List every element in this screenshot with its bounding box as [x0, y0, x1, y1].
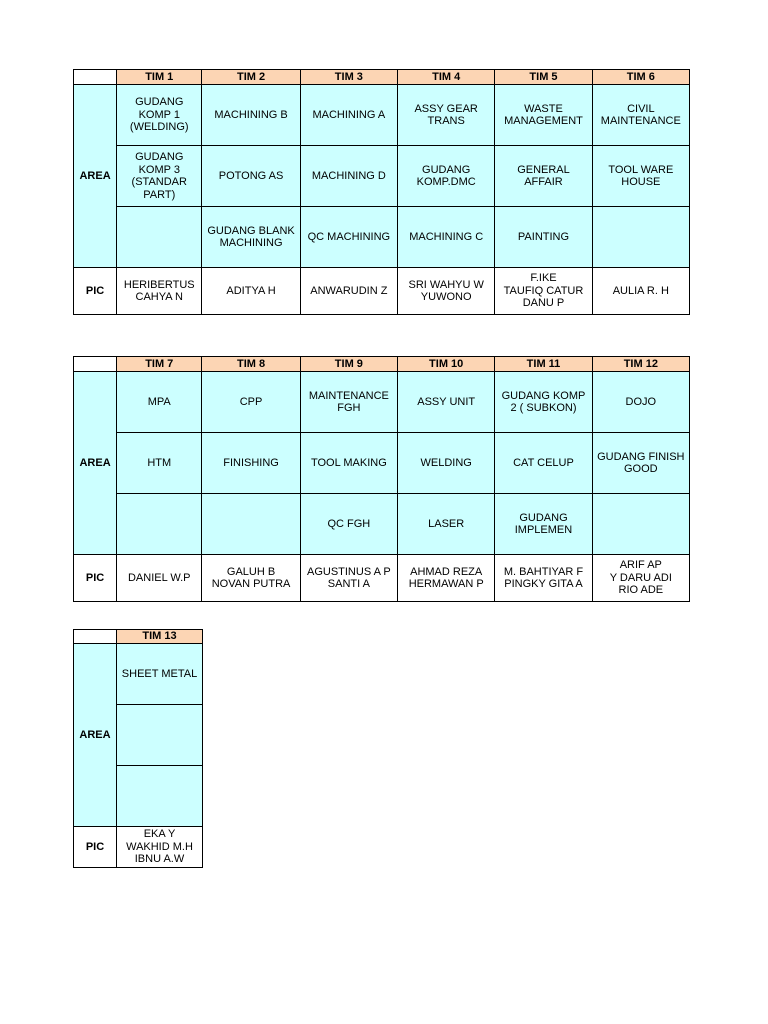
area-cell — [117, 146, 202, 207]
cell-text-line: MAINTENANCE — [600, 115, 681, 127]
cell-text-line: AGUSTINUS A P — [306, 565, 391, 578]
cell-text-line: GALUH B — [226, 565, 276, 578]
cell-text-line: PAINTING — [517, 230, 570, 243]
area-cell — [398, 207, 495, 268]
cell-text-line: CAT CELUP — [513, 456, 574, 469]
team-header: TIM 6 — [592, 70, 689, 85]
area-cell — [202, 494, 300, 555]
cell-text-line: TAUFIQ CATUR — [503, 284, 584, 297]
pic-row-label: PIC — [74, 827, 117, 868]
team-header: TIM 9 — [300, 357, 397, 372]
cell-text-line: GUDANG FINISH — [597, 450, 685, 463]
area-row-label: AREA — [74, 372, 117, 555]
area-cell — [117, 644, 203, 705]
cell-text-line: NOVAN PUTRA — [211, 578, 291, 590]
pic-row-label: PIC — [74, 268, 117, 315]
cell-text-line: Y DARU ADI — [609, 571, 672, 584]
cell-text-line: (WELDING) — [129, 121, 189, 134]
cell-text-line: DANIEL W.P — [127, 571, 191, 584]
cell-text-line: KOMP 3 — [138, 163, 180, 176]
team-header: TIM 1 — [117, 70, 202, 85]
cell-text-line: PART) — [143, 188, 176, 201]
team-header: TIM 10 — [398, 357, 495, 372]
team-header: TIM 13 — [117, 630, 203, 644]
cell-text-line: KOMP 1 — [138, 108, 180, 121]
pic-cell — [592, 555, 689, 602]
area-cell — [117, 494, 202, 555]
cell-text-line: ASSY GEAR — [414, 102, 478, 115]
corner-cell — [74, 357, 117, 372]
cell-text-line: RIO ADE — [618, 584, 664, 597]
cell-text-line: WASTE — [524, 102, 563, 115]
cell-text-line: SHEET METAL — [121, 667, 198, 680]
pic-cell — [117, 268, 202, 315]
cell-text-line: GUDANG — [422, 163, 471, 176]
corner-cell — [74, 70, 117, 85]
cell-text-line: AULIA R. H — [612, 284, 669, 297]
area-cell — [202, 85, 300, 146]
area-cell — [202, 372, 300, 433]
cell-text-line: WELDING — [420, 456, 472, 469]
cell-text-line: QC MACHINING — [307, 230, 391, 243]
cell-text-line: QC FGH — [327, 517, 371, 530]
area-cell — [495, 433, 592, 494]
area-row — [74, 433, 690, 494]
team-table-3 — [73, 629, 203, 868]
pic-cell — [117, 555, 202, 602]
cell-text-line: GOOD — [624, 463, 658, 475]
header-row — [74, 357, 690, 372]
cell-text-line: GUDANG — [519, 511, 568, 524]
cell-text-line: AHMAD REZA — [410, 565, 483, 578]
area-cell — [398, 146, 495, 207]
team-header: TIM 12 — [592, 357, 689, 372]
area-cell — [117, 766, 203, 827]
cell-text-line: CPP — [239, 395, 263, 408]
area-row-label: AREA — [74, 644, 117, 827]
cell-text-line: MPA — [147, 395, 171, 408]
cell-text-line: ANWARUDIN Z — [310, 284, 388, 297]
area-cell — [495, 372, 592, 433]
cell-text-line: HERMAWAN P — [408, 578, 484, 590]
cell-text-line: MACHINING — [219, 237, 283, 249]
pic-cell — [300, 555, 397, 602]
pic-cell — [592, 268, 689, 315]
cell-text-line: DOJO — [625, 395, 657, 408]
area-row — [74, 494, 690, 555]
area-cell — [398, 85, 495, 146]
cell-text-line: POTONG AS — [218, 169, 284, 182]
pic-cell — [398, 268, 495, 315]
pic-cell — [398, 555, 495, 602]
area-cell — [117, 433, 202, 494]
pic-row — [74, 555, 690, 602]
area-cell — [300, 207, 397, 268]
area-cell — [398, 372, 495, 433]
area-cell — [592, 433, 689, 494]
area-cell — [300, 146, 397, 207]
header-row — [74, 70, 690, 85]
pic-row — [74, 827, 203, 868]
cell-text-line: IMPLEMEN — [514, 524, 573, 536]
cell-text-line: MAINTENANCE — [308, 389, 389, 402]
area-cell — [592, 494, 689, 555]
cell-text-line: FINISHING — [223, 456, 279, 469]
area-cell — [117, 207, 202, 268]
team-header: TIM 4 — [398, 70, 495, 85]
area-cell — [495, 146, 592, 207]
pic-cell — [300, 268, 397, 315]
cell-text-line: HTM — [147, 456, 172, 469]
cell-text-line: TRANS — [427, 115, 465, 127]
cell-text-line: FGH — [337, 402, 361, 414]
cell-text-line: MACHINING A — [312, 108, 386, 121]
area-row-label: AREA — [74, 85, 117, 268]
pic-row-label: PIC — [74, 555, 117, 602]
cell-text-line: M. BAHTIYAR F — [503, 565, 584, 578]
cell-text-line: GUDANG — [135, 151, 184, 163]
pic-cell — [202, 268, 300, 315]
cell-text-line: HOUSE — [621, 176, 661, 188]
team-header: TIM 2 — [202, 70, 300, 85]
header-row — [74, 630, 203, 644]
area-cell — [117, 705, 203, 766]
cell-text-line: TOOL MAKING — [310, 456, 387, 469]
team-table-1 — [73, 69, 690, 315]
cell-text-line: PINGKY GITA A — [504, 578, 583, 590]
cell-text-line: SRI WAHYU W — [408, 278, 484, 291]
area-row — [74, 644, 203, 705]
area-cell — [592, 146, 689, 207]
cell-text-line: SANTI A — [327, 578, 370, 590]
cell-text-line: MANAGEMENT — [504, 115, 583, 127]
area-cell — [398, 433, 495, 494]
pic-cell — [495, 268, 592, 315]
area-cell — [495, 494, 592, 555]
cell-text-line: KOMP.DMC — [416, 176, 476, 188]
area-cell — [592, 207, 689, 268]
area-cell — [495, 85, 592, 146]
area-cell — [398, 494, 495, 555]
cell-text-line: MACHINING B — [214, 108, 288, 121]
area-cell — [592, 85, 689, 146]
cell-text-line: IBNU A.W — [134, 853, 185, 866]
cell-text-line: DANU P — [522, 297, 565, 310]
pic-cell — [117, 827, 203, 868]
area-cell — [592, 372, 689, 433]
area-cell — [495, 207, 592, 268]
team-header: TIM 5 — [495, 70, 592, 85]
pic-cell — [202, 555, 300, 602]
cell-text-line: GENERAL — [517, 163, 570, 176]
cell-text-line: ADITYA H — [226, 284, 276, 297]
cell-text-line: HERIBERTUS — [123, 278, 195, 291]
area-cell — [300, 372, 397, 433]
pic-row — [74, 268, 690, 315]
area-row — [74, 85, 690, 146]
team-header: TIM 7 — [117, 357, 202, 372]
cell-text-line: F.IKE — [530, 272, 557, 285]
area-cell — [300, 433, 397, 494]
pic-cell — [495, 555, 592, 602]
team-header: TIM 11 — [495, 357, 592, 372]
cell-text-line: CAHYA N — [135, 291, 183, 303]
area-row — [74, 146, 690, 207]
cell-text-line: WAKHID M.H — [126, 840, 193, 853]
cell-text-line: 2 ( SUBKON) — [510, 402, 577, 414]
cell-text-line: GUDANG BLANK — [207, 224, 295, 237]
area-row — [74, 372, 690, 433]
area-cell — [117, 85, 202, 146]
team-header: TIM 8 — [202, 357, 300, 372]
area-cell — [300, 494, 397, 555]
cell-text-line: AFFAIR — [524, 176, 563, 188]
cell-text-line: MACHINING D — [311, 169, 386, 182]
cell-text-line: CIVIL — [627, 102, 655, 115]
cell-text-line: ARIF AP — [619, 559, 662, 572]
area-cell — [117, 372, 202, 433]
cell-text-line: GUDANG KOMP — [501, 389, 586, 402]
team-header: TIM 3 — [300, 70, 397, 85]
area-cell — [202, 433, 300, 494]
area-cell — [300, 85, 397, 146]
cell-text-line: MACHINING C — [409, 230, 484, 243]
area-row — [74, 207, 690, 268]
area-cell — [202, 146, 300, 207]
cell-text-line: (STANDAR — [131, 176, 187, 188]
cell-text-line: LASER — [428, 517, 465, 530]
cell-text-line: YUWONO — [420, 291, 472, 303]
cell-text-line: EKA Y — [143, 828, 176, 841]
cell-text-line: TOOL WARE — [608, 163, 674, 176]
area-cell — [202, 207, 300, 268]
team-table-2 — [73, 356, 690, 602]
cell-text-line: GUDANG — [135, 96, 184, 109]
corner-cell — [74, 630, 117, 644]
cell-text-line: ASSY UNIT — [417, 395, 476, 408]
